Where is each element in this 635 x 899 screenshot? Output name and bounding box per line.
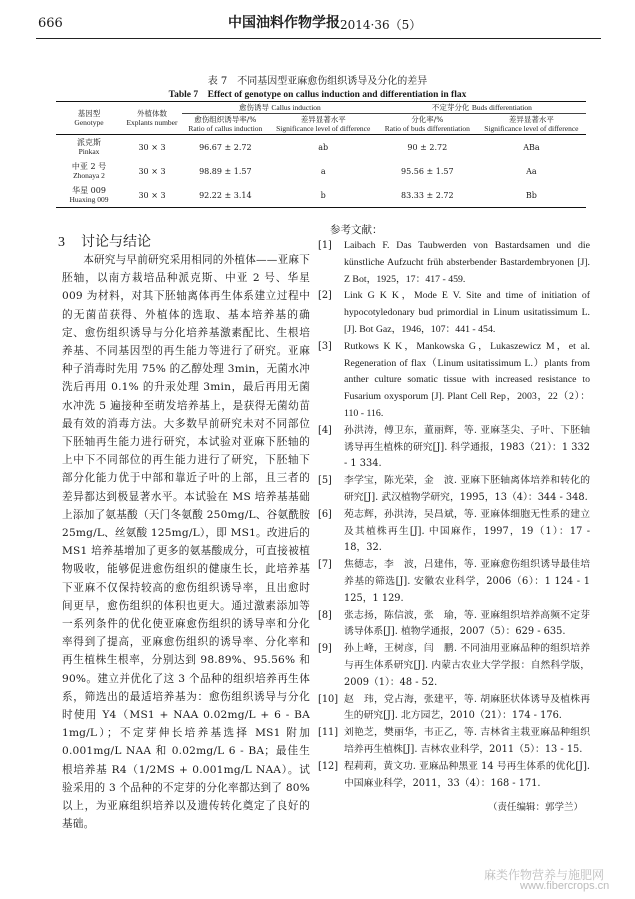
reference-item: [12] 程莉莉，黄文功. 亚麻品种黑亚 14 号再生体系的优化[J]. 中国麻业科学，2011，33（4）：168 - 171. [318,760,590,789]
cell-genotype: 派克斯 Pinkax [77,138,101,156]
table-caption-cn: 表 7 不同基因型亚麻愈伤组织诱导及分化的差异 [207,76,428,87]
body-paragraph: 本研究与早前研究采用相同的外植体——亚麻下胚轴，以南方栽培品种派克斯、中亚 2 号、华星 009 为材料，对其下胚轴离体再生体系建立过程中的无菌苗获得、外植体的选取、基本培养基的确定、愈伤组织诱导与分化培养基激素配比、生根培养基、不同基因型的再生能力等进行了研究。亚麻种子消毒时先用 75% 的乙醇处理 3min，无菌水冲洗后再用 0.1% 的升汞处理 3min，最后再用无菌水冲洗 5 遍接种至萌发培养基上，是获得无菌幼苗最有效的消毒方法。大多数早前研究未对不同部位下胚轴再生能力进行研究，本试验对亚麻下胚轴的上中下不同部位的再生能力进行了研究，下胚轴下部分化能力优于中部和靠近子叶的上部，且三者的差异都达到极显著水平。本试验在 MS 培养基基础上添加了氨基酸（天门冬氨酸 250mg/L、谷氨酰胺 25mg/L、丝氨酸 125mg/L），即 MS1。改进后的 MS1 培养基增加了更多的氨基酸成分，可直接被植物吸收，能够促进愈伤组织的健康生长，此培养基下亚麻不仅保持较高的愈伤组织诱导率，且出愈时间更早，愈伤组织的体积也更大。通过激素添加等一系列条件的优化使亚麻愈伤组织的诱导率和分化率得到了提高，亚麻愈伤组织的诱导率、分化率和再生植株生根率，分别达到 98.89%、95.56% 和 90%。建立并优化了这 3 个品种的组织培养再生体系，筛选出的最适培养基为：愈伤组织诱导与分化时使用 Y4（MS1 + NAA 0.02mg/L + 6 - BA 1mg/L）；不定芽伸长培养基选择 MS1 附加 0.001mg/L NAA 和 0.02mg/L 6 - BA；最佳生根培养基 R4（1/2MS + 0.001mg/L NAA）。试验采用的 3 个品种的不定芽的分化率都达到了 80% 以上，为亚麻组织培养以及遗传转化奠定了良好的基础。 [62,254,310,831]
section-number: 3 [58,235,65,250]
cell-callus-ratio: 98.89 ± 1.57 [199,166,252,176]
body-text [62,251,310,834]
reference-item: [11] 刘艳芝，樊丽华，韦正乙，等. 吉林省主栽亚麻品种组织培养再生植株[J]. 吉林农业科学，2011（5）：13 - 15. [318,727,590,755]
cell-genotype: 华星 009 Huaxing 009 [69,186,109,204]
header-bud-ratio: 分化率/% Ratio of buds differentiation [378,114,477,135]
watermark-url: www.fibercrops.cn [520,880,610,892]
watermark-text: 麻类作物营养与施肥网 [484,868,605,882]
header-genotype: 基因型 Genotype [56,102,122,135]
cell-bud-ratio: 95.56 ± 1.57 [401,166,454,176]
cell-bud-sig: Aa [526,166,537,176]
reference-item: [5] 李学宝，陈光荣，金 波. 亚麻下胚轴离体培养和转化的研究[J]. 武汉植物学研究，1995，13（4）：344 - 348. [318,475,590,503]
reference-item: [10] 赵 玮，党占海，张建平，等. 胡麻胚状体诱导及植株再生的研究[J]. 北方园艺，2010（21）：174 - 176. [318,693,590,722]
cell-callus-sig: ab [318,142,329,152]
header-bud-sig: 差异显著水平 Significance level of difference [477,114,586,135]
cell-explants: 30 × 3 [138,166,166,176]
cell-callus-sig: a [320,166,326,176]
references-title: 参考文献： [330,224,383,236]
cell-bud-ratio: 90 ± 2.72 [407,142,448,152]
cell-bud-sig: Bb [525,190,537,200]
reference-item: [2] Link G K K，Mode E V. Site and time of initiation of hypocotyledonary bud primordial in Linum usitatissimum L. [J]. Bot Gaz，1946，107：441 - 454. [318,290,590,335]
cell-explants: 30 × 3 [138,142,166,152]
header-callus-group: 愈伤诱导 Callus induction [182,102,378,114]
cell-callus-ratio: 92.22 ± 3.14 [199,190,252,200]
journal-issue: 2014·36（5） [340,18,422,32]
cell-callus-sig: b [320,190,326,200]
journal-title: 中国油料作物学报 [228,15,340,31]
section-title: 讨论与结论 [81,234,151,250]
header-callus-sig: 差异显著水平 Significance level of difference [269,114,378,135]
table-row [56,135,586,160]
editor-note: （责任编辑：郭学兰） [488,802,584,813]
cell-callus-ratio: 96.67 ± 2.72 [199,142,252,152]
reference-item: [8] 张志扬，陈信波，张 瑜，等. 亚麻组织培养高频不定芽诱导体系[J]. 植物学通报，2007（5）：629 - 635. [318,609,590,638]
reference-item: [1] Laibach F. Das Taubwerden von Bastardsamen und die künstliche Aufzucht früh absterbender Bastardembryonen [J]. Z Bot，1925，17：417 - 459. [318,240,590,285]
references-list [318,238,590,792]
table-row [56,159,586,183]
genotype-table [56,101,586,208]
table-caption-en: Table 7 Effect of genotype on callus induction and differentiation in flax [168,90,467,100]
reference-item: [6] 苑志辉，孙洪涛，吴昌斌，等. 亚麻体细胞无性系的建立及其植株再生[J]. 中国麻作，1997，19（1）：17 - 18，32. [318,508,590,554]
cell-bud-sig: ABa [523,142,540,152]
cell-explants: 30 × 3 [138,190,166,200]
reference-item: [9] 孙上峰，王树彦，闫 鹏. 不同油用亚麻品种的组织培养与再生体系研究[J]. 内蒙古农业大学学报：自然科学版，2009（1）：48 - 52. [318,643,590,688]
header-rule [36,38,601,39]
section-heading [58,231,151,251]
reference-item: [3] Rutkows K K，Mankowska G，Lukaszewicz M，et al. Regeneration of flax（Linum usitatissimum L.）plants from anther culture somatic tissue with increased resistance to Fusarium oxysporum [J]. Plant Cell Rep，2003，22（2）：110 - 116. [318,340,590,419]
header-explants: 外植体数 Explants number [122,102,182,135]
reference-item: [7] 焦德志，李 波，吕建伟，等. 亚麻愈伤组织诱导最佳培养基的筛选[J]. 安徽农业科学，2006（6）：1 124 - 1 125，1 129. [318,559,590,604]
header-bud-group: 不定芽分化 Buds differentiation [378,102,586,114]
table-row [56,183,586,208]
page-number: 666 [38,16,63,31]
reference-item: [4] 孙洪涛，傅卫东，董丽辉，等. 亚麻茎尖、子叶、下胚轴诱导再生植株的研究[J]. 科学通报，1983（21）：1 332 - 1 334. [318,424,590,470]
cell-bud-ratio: 83.33 ± 2.72 [401,190,454,200]
cell-genotype: 中亚 2 号 Zhonaya 2 [71,162,107,180]
header-callus-ratio: 愈伤组织诱导率/% Ratio of callus induction [182,114,269,135]
